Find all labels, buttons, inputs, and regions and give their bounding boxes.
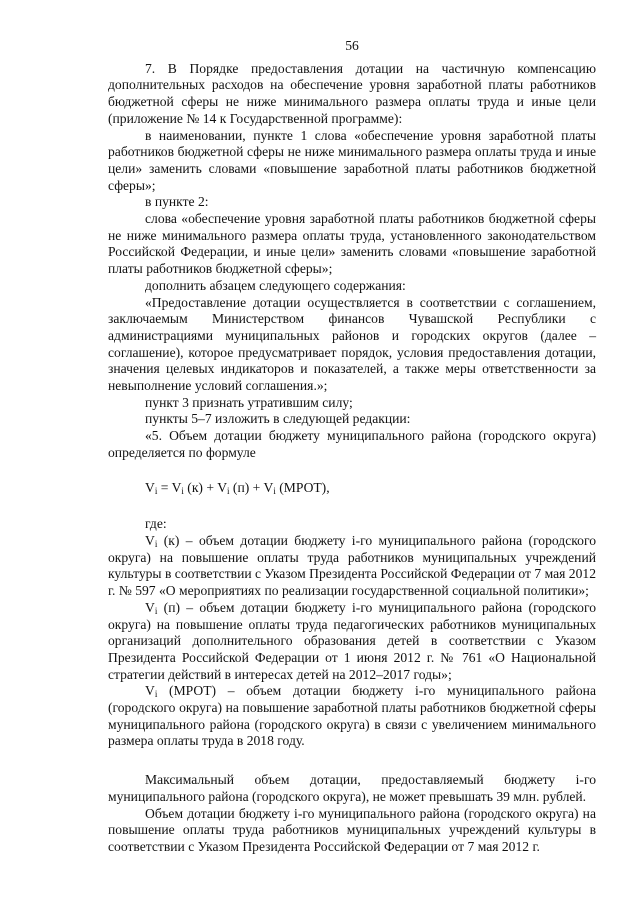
paragraph-words-replace: слова «обеспечение уровня заработной платы работников бюджетной сферы не ниже минимального размера оплаты труда, установленного законодательством Российской Федерации, и иные цели» заменить словами «повышение заработной платы работников бюджетной сферы»; — [108, 211, 596, 277]
paragraph-agreement: «Предоставление дотации осуществляется в соответствии с соглашением, заключаемым Министерством финансов Чувашской Республики с администрациями муниципальных районов и городских округов (далее – соглашение), которое предусматривает порядок, условия предоставления дотации, значения целевых индикаторов и показателей, а также меры ответственности за невыполнение условий соглашения.»; — [108, 294, 596, 394]
formula: $V_i = V_i$ $(к) + V_i$ $(п) + V_i$ (МРОТ), — [145, 479, 330, 496]
document-page — [108, 38, 596, 856]
paragraph-points-5-7: пункты 5–7 изложить в следующей редакции: — [145, 411, 411, 427]
paragraph-point-3: пункт 3 признать утратившим силу; — [145, 394, 353, 410]
paragraph-where: где: — [145, 516, 167, 532]
paragraph-item-7: 7. В Порядке предоставления дотации на частичную компенсацию дополнительных расходов на обеспечение уровня заработной платы работников бюджетной сферы не ниже минимального размера оплаты труда и иные цели (приложение № 14 к Государственной программе): — [108, 60, 596, 126]
paragraph-add-clause: дополнить абзацем следующего содержания: — [145, 277, 406, 293]
paragraph-vk-definition: $V_i$ (к) – объем дотации бюджету i-го муниципального района (городского округа) на повышение оплаты труда работников муниципальных учреждений культуры в соответствии с Указом Президента Российской Федерации от 7 мая 2012 г. № 597 «О мероприятиях по реализации государственной социальной политики»; — [108, 532, 596, 599]
paragraph-vp-definition: $V_i$ (п) – объем дотации бюджету i-го муниципального района (городского округа) на повышение оплаты труда педагогических работников муниципальных организаций дополнительного образования детей в соответствии с Указом Президента Российской Федерации от 1 июня 2012 г. № 761 «О Национальной стратегии действий в интересах детей на 2012–2017 годы»; — [108, 599, 596, 682]
paragraph-culture-volume: Объем дотации бюджету i-го муниципального района (городского округа) на повышение оплаты труда работников муниципальных учреждений культуры в соответствии с Указом Президента Российской Федерации от 7 мая 2012 г. — [108, 805, 596, 854]
page-number: 56 — [345, 38, 359, 53]
paragraph-formula-intro: «5. Объем дотации бюджету муниципального района (городского округа) определяется по формуле — [108, 428, 596, 460]
paragraph-max-volume: Максимальный объем дотации, предоставляемый бюджету i-го муниципального района (городского округа), не может превышать 39 млн. рублей. — [108, 772, 596, 804]
paragraph-point-2: в пункте 2: — [145, 194, 209, 210]
paragraph-name-change: в наименовании, пункте 1 слова «обеспечение уровня заработной платы работников бюджетной сферы не ниже минимального размера оплаты труда и иные цели» заменить словами «повышение заработной платы работников бюджетной сферы»; — [108, 127, 596, 193]
paragraph-vmrot-definition: $V_i$ (МРОТ) – объем дотации бюджету i-го муниципального района (городского округа) на повышение заработной платы работников бюджетной сферы муниципального района (городского округа) в связи с увеличением минимального размера оплаты труда в 2018 году. — [108, 683, 596, 749]
